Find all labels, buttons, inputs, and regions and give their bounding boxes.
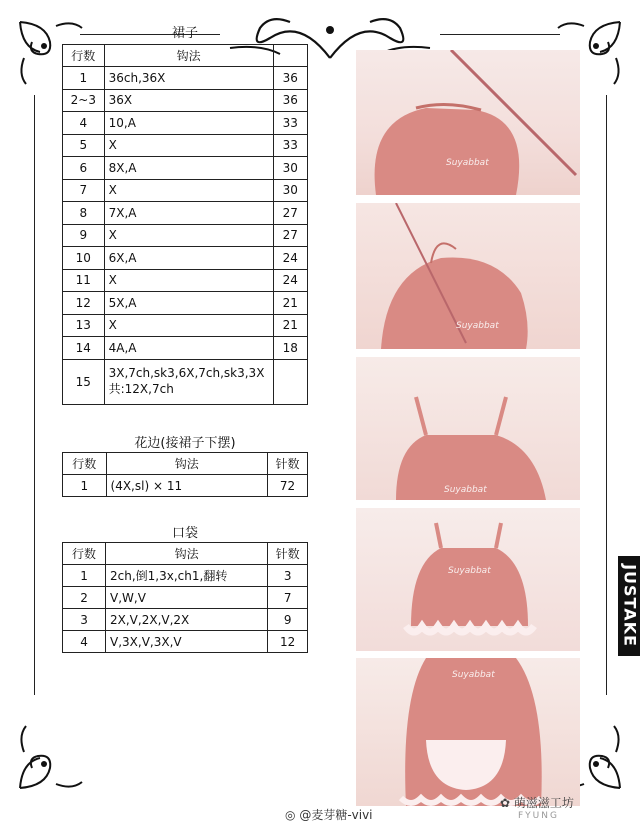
stitch-count: 21 [273, 292, 307, 315]
stitch-instruction: X [104, 269, 273, 292]
table-row [63, 112, 308, 135]
table-row [63, 631, 308, 653]
row-number: 6 [63, 157, 105, 180]
row-number: 1 [63, 67, 105, 90]
row-number: 5 [63, 134, 105, 157]
stitch-count: 7 [268, 587, 308, 609]
row-number: 4 [63, 112, 105, 135]
photo-watermark: Suyabbat [452, 670, 495, 680]
stitch-instruction: 6X,A [104, 247, 273, 270]
row-number: 15 [63, 359, 105, 404]
dress-with-pocket-illustration [356, 658, 580, 806]
studio-name: 萌滋滋工坊 [513, 796, 574, 810]
brand-label: JUSTAKE [620, 564, 640, 647]
table-row [63, 609, 308, 631]
row-number: 12 [63, 292, 105, 315]
stitch-count: 21 [273, 314, 307, 337]
table-row [63, 565, 308, 587]
weibo-icon: ◎ [285, 808, 296, 822]
photo-watermark: Suyabbat [456, 321, 499, 331]
frame-line-top-right [440, 34, 560, 35]
header-count: 针数 [268, 453, 308, 475]
progress-photo-1 [356, 50, 580, 195]
stitch-count: 3 [268, 565, 308, 587]
wechat-icon: ✿ [500, 796, 511, 810]
stitch-count: 36 [273, 89, 307, 112]
row-number: 10 [63, 247, 105, 270]
edging-title: 花边(接裙子下摆) [134, 436, 236, 451]
header-stitch: 钩法 [104, 45, 273, 67]
row-number: 4 [63, 631, 106, 653]
stitch-count: 27 [273, 202, 307, 225]
row-number: 14 [63, 337, 105, 360]
table-row [63, 67, 308, 90]
stitch-instruction: X [104, 314, 273, 337]
stitch-count: 72 [268, 475, 308, 497]
table-row [63, 314, 308, 337]
stitch-instruction: X [104, 224, 273, 247]
studio-subtitle: FYUNG [518, 811, 559, 821]
table-header-row [63, 45, 308, 67]
stitch-instruction: 3X,7ch,sk3,6X,7ch,sk3,3X 共:12X,7ch [104, 359, 273, 404]
stitch-instruction: 8X,A [104, 157, 273, 180]
stitch-instruction: (4X,sl) × 11 [106, 475, 268, 497]
edging-pattern-table [62, 452, 308, 497]
table-row [63, 475, 308, 497]
stitch-count: 27 [273, 224, 307, 247]
stitch-count: 24 [273, 269, 307, 292]
stitch-instruction: 10,A [104, 112, 273, 135]
skirt-title: 裙子 [171, 26, 198, 41]
table-row [63, 224, 308, 247]
stitch-instruction: V,W,V [106, 587, 268, 609]
weibo-credit [285, 806, 373, 823]
stitch-count [273, 359, 307, 404]
header-count [273, 45, 307, 67]
stitch-count: 24 [273, 247, 307, 270]
stitch-instruction: 36X [104, 89, 273, 112]
stitch-count: 18 [273, 337, 307, 360]
stitch-instruction: 4A,A [104, 337, 273, 360]
stitch-count: 33 [273, 134, 307, 157]
pocket-pattern-table [62, 542, 308, 653]
header-count: 针数 [268, 543, 308, 565]
progress-photo-5 [356, 658, 580, 806]
frame-line-right [606, 95, 607, 695]
row-number: 13 [63, 314, 105, 337]
row-number: 1 [63, 475, 107, 497]
header-row-number: 行数 [63, 45, 105, 67]
row-number: 9 [63, 224, 105, 247]
dress-with-edging-illustration [356, 508, 580, 651]
table-row [63, 89, 308, 112]
stitch-count: 12 [268, 631, 308, 653]
row-number: 2~3 [63, 89, 105, 112]
pocket-title: 口袋 [171, 526, 198, 541]
photo-watermark: Suyabbat [446, 158, 489, 168]
weibo-handle: @麦芽糖-vivi [299, 808, 373, 822]
row-number: 2 [63, 587, 106, 609]
stitch-instruction: 7X,A [104, 202, 273, 225]
table-row [63, 359, 308, 404]
photo-watermark: Suyabbat [448, 566, 491, 576]
stitch-count: 33 [273, 112, 307, 135]
studio-credit [500, 794, 574, 821]
row-number: 3 [63, 609, 106, 631]
table-row [63, 587, 308, 609]
stitch-instruction: X [104, 179, 273, 202]
corner-ornament-bottom-left [16, 722, 86, 792]
table-row [63, 157, 308, 180]
stitch-count: 30 [273, 157, 307, 180]
table-row [63, 337, 308, 360]
progress-photo-2 [356, 203, 580, 349]
table-row [63, 134, 308, 157]
table-row [63, 202, 308, 225]
progress-photo-3 [356, 357, 580, 500]
table-row [63, 292, 308, 315]
row-number: 1 [63, 565, 106, 587]
row-number: 7 [63, 179, 105, 202]
row-number: 8 [63, 202, 105, 225]
photo-watermark: Suyabbat [444, 485, 487, 495]
skirt-with-straps-illustration [356, 357, 580, 500]
table-row [63, 179, 308, 202]
table-row [63, 269, 308, 292]
skirt-pattern-table [62, 44, 308, 405]
stitch-instruction: V,3X,V,3X,V [106, 631, 268, 653]
header-stitch: 钩法 [106, 453, 268, 475]
frame-line-left [34, 95, 35, 695]
stitch-instruction: 36ch,36X [104, 67, 273, 90]
stitch-count: 9 [268, 609, 308, 631]
stitch-instruction: 2ch,倒1,3x,ch1,翻转 [106, 565, 268, 587]
brand-tab [618, 556, 640, 656]
header-row-number: 行数 [63, 543, 106, 565]
crochet-hook-skirt-top-illustration [356, 50, 580, 195]
stitch-instruction: 5X,A [104, 292, 273, 315]
progress-photo-4 [356, 508, 580, 651]
stitch-instruction: X [104, 134, 273, 157]
row-number: 11 [63, 269, 105, 292]
stitch-count: 36 [273, 67, 307, 90]
header-row-number: 行数 [63, 453, 107, 475]
header-stitch: 钩法 [106, 543, 268, 565]
table-row [63, 247, 308, 270]
stitch-instruction: 2X,V,2X,V,2X [106, 609, 268, 631]
stitch-count: 30 [273, 179, 307, 202]
table-header-row [63, 543, 308, 565]
table-header-row [63, 453, 308, 475]
